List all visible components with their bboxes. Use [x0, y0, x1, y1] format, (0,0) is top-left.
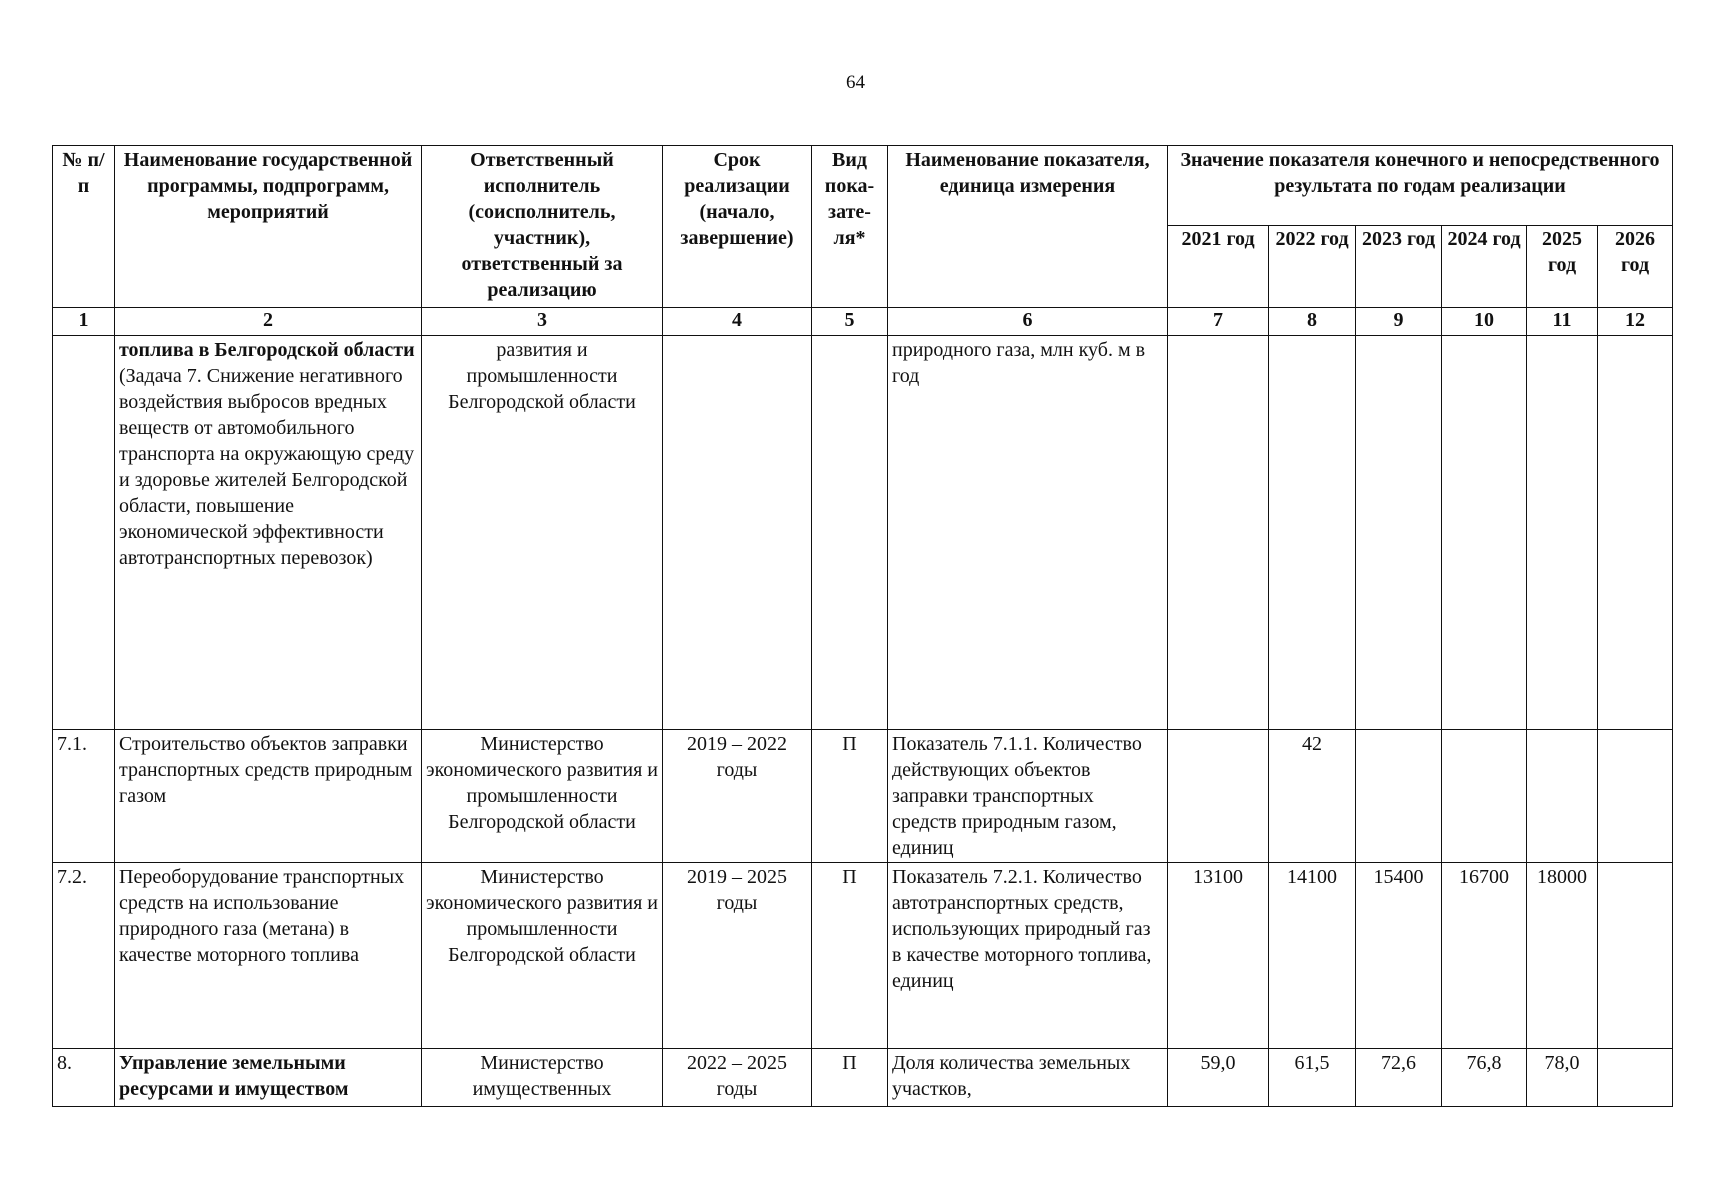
header-row: [53, 146, 1673, 226]
header-executor: Ответственный исполнитель (соисполнитель, участник), ответственный за реализацию: [422, 146, 663, 308]
value-cell: [1168, 336, 1269, 730]
value-cell: [1269, 336, 1356, 730]
executor-cell: Министерство имущественных: [422, 1049, 663, 1107]
period-cell: [663, 336, 812, 730]
column-number: 1: [53, 308, 115, 336]
value-cell: [1442, 336, 1527, 730]
table-row: [53, 336, 1673, 730]
program-name-cell: [115, 863, 422, 1049]
value-cell: 78,0: [1527, 1049, 1598, 1107]
value-cell: 16700: [1442, 863, 1527, 1049]
table-row: [53, 863, 1673, 1049]
indicator-name-cell: Показатель 7.2.1. Количество автотранспортных средств, использующих природный газ в качестве моторного топлива, единиц: [888, 863, 1168, 1049]
program-name-cell: [115, 730, 422, 863]
header-number: № п/п: [53, 146, 115, 308]
executor-cell: развития и промышленности Белгородской области: [422, 336, 663, 730]
header-period: Срок реализации (начало, завершение): [663, 146, 812, 308]
executor-cell: Министерство экономического развития и промышленности Белгородской области: [422, 730, 663, 863]
value-cell: [1527, 730, 1598, 863]
value-cell: [1527, 336, 1598, 730]
value-cell: 18000: [1527, 863, 1598, 1049]
executor-cell: Министерство экономического развития и промышленности Белгородской области: [422, 863, 663, 1049]
header-indicator-type: Вид пока-зате-ля*: [812, 146, 888, 308]
value-cell: 59,0: [1168, 1049, 1269, 1107]
indicator-name-cell: природного газа, млн куб. м в год: [888, 336, 1168, 730]
row-number: [53, 336, 115, 730]
header-year: 2023 год: [1356, 226, 1442, 308]
value-cell: 76,8: [1442, 1049, 1527, 1107]
indicator-type-cell: П: [812, 863, 888, 1049]
indicator-type-cell: [812, 336, 888, 730]
row-number: 8.: [53, 1049, 115, 1107]
period-cell: 2019 – 2022 годы: [663, 730, 812, 863]
column-number: 5: [812, 308, 888, 336]
value-cell: 15400: [1356, 863, 1442, 1049]
column-number: 2: [115, 308, 422, 336]
indicators-table: [52, 145, 1673, 1107]
program-name-bold: топлива в Белгородской области: [119, 339, 415, 361]
value-cell: 13100: [1168, 863, 1269, 1049]
value-cell: [1168, 730, 1269, 863]
header-indicator-name: Наименование показателя, единица измерения: [888, 146, 1168, 308]
period-cell: 2019 – 2025 годы: [663, 863, 812, 1049]
indicator-name-cell: Показатель 7.1.1. Количество действующих объектов заправки транспортных средств природным газом, единиц: [888, 730, 1168, 863]
value-cell: [1356, 336, 1442, 730]
indicator-type-cell: П: [812, 1049, 888, 1107]
value-cell: 42: [1269, 730, 1356, 863]
value-cell: 61,5: [1269, 1049, 1356, 1107]
indicator-type-cell: П: [812, 730, 888, 863]
program-name-cell: [115, 1049, 422, 1107]
period-cell: 2022 – 2025 годы: [663, 1049, 812, 1107]
header-year: 2021 год: [1168, 226, 1269, 308]
header-values-group: Значение показателя конечного и непосредственного результата по годам реализации: [1168, 146, 1673, 226]
table-row: [53, 730, 1673, 863]
header-program-name: Наименование государственной программы, подпрограмм, мероприятий: [115, 146, 422, 308]
value-cell: [1598, 730, 1673, 863]
program-name-text: Строительство объектов заправки транспортных средств природным газом: [119, 733, 413, 807]
value-cell: [1598, 863, 1673, 1049]
column-number: 4: [663, 308, 812, 336]
page-number: 64: [846, 72, 865, 93]
column-number: 9: [1356, 308, 1442, 336]
column-number: 6: [888, 308, 1168, 336]
value-cell: [1356, 730, 1442, 863]
value-cell: 72,6: [1356, 1049, 1442, 1107]
column-numbers-row: [53, 308, 1673, 336]
indicator-name-cell: Доля количества земельных участков,: [888, 1049, 1168, 1107]
program-name-text: Переоборудование транспортных средств на использование природного газа (метана) в качестве моторного топлива: [119, 866, 405, 966]
column-number: 3: [422, 308, 663, 336]
column-number: 7: [1168, 308, 1269, 336]
value-cell: [1598, 336, 1673, 730]
table-row: [53, 1049, 1673, 1107]
header-year: 2026 год: [1598, 226, 1673, 308]
header-year: 2024 год: [1442, 226, 1527, 308]
column-number: 12: [1598, 308, 1673, 336]
header-year: 2025 год: [1527, 226, 1598, 308]
row-number: 7.2.: [53, 863, 115, 1049]
value-cell: 14100: [1269, 863, 1356, 1049]
value-cell: [1442, 730, 1527, 863]
header-year: 2022 год: [1269, 226, 1356, 308]
program-name-text: (Задача 7. Снижение негативного воздействия выбросов вредных веществ от автомобильного транспорта на окружающую среду и здоровье жителей Белгородской области, повышение экономической эффективности автотранспортных перевозок): [119, 365, 415, 569]
column-number: 10: [1442, 308, 1527, 336]
value-cell: [1598, 1049, 1673, 1107]
program-name-bold: Управление земельными ресурсами и имуществом: [119, 1052, 349, 1100]
program-name-cell: [115, 336, 422, 730]
column-number: 8: [1269, 308, 1356, 336]
column-number: 11: [1527, 308, 1598, 336]
row-number: 7.1.: [53, 730, 115, 863]
